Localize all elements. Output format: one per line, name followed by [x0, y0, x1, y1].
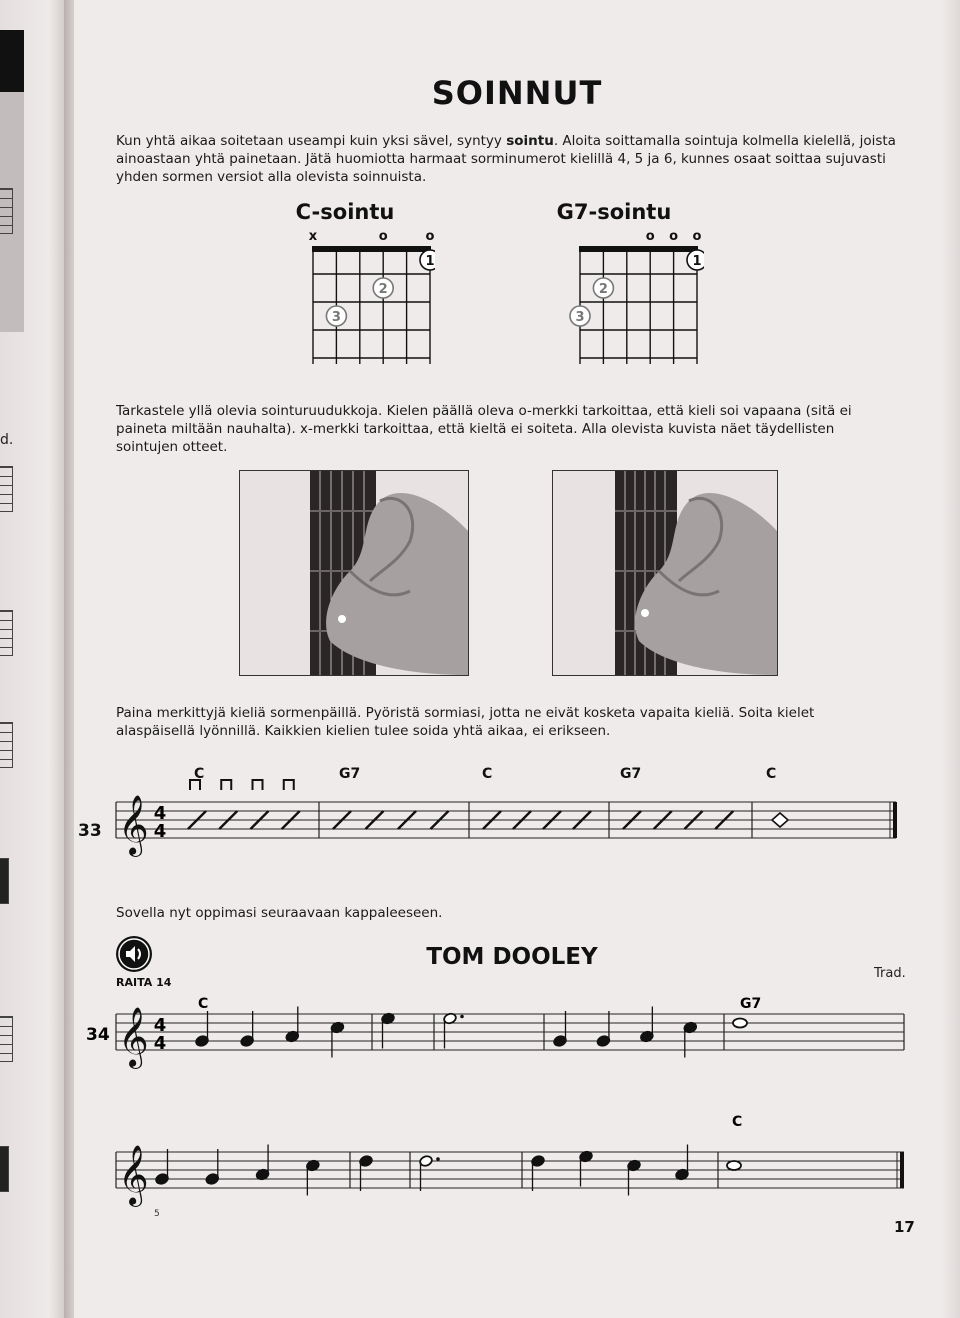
chord-label: C — [482, 766, 493, 782]
downstroke-mark — [284, 780, 294, 790]
chord-label: C — [198, 996, 209, 1012]
string-mark: o — [425, 229, 435, 244]
left-page-chord-fragment — [0, 188, 13, 234]
string-mark: o — [692, 229, 702, 244]
song-line-2 — [74, 1106, 954, 1228]
page-title: SOINNUT — [431, 74, 603, 112]
note-head — [733, 1019, 747, 1028]
technique-paragraph: Paina merkittyjä kieliä sormenpäillä. Pyöristä sormiasi, jotta ne eivät kosketa vapaita kieliä. Soita kielet alaspäisellä lyönnillä. Kaikkien kielien tulee soida yhtä aikaa, ei erikseen. — [116, 705, 815, 739]
left-page-tab — [0, 30, 24, 92]
music-staff — [74, 980, 954, 1090]
time-signature-top: 4 — [153, 803, 167, 824]
string-mark: o — [669, 229, 679, 244]
song-line-1 — [74, 980, 954, 1094]
chord-label: C — [732, 1114, 743, 1130]
chord-grid — [524, 224, 704, 374]
time-signature-top: 4 — [153, 1015, 167, 1036]
left-page-chord-fragment — [0, 1016, 13, 1062]
chord-nut — [312, 246, 431, 252]
note-head — [727, 1161, 741, 1170]
g7-chord-photo — [552, 470, 778, 676]
chord-explanation-paragraph: Tarkastele yllä olevia sointuruudukkoja. Kielen päällä oleva o-merkki tarkoittaa, että kieli soi vapaana (sitä ei paineta miltään nauhalta). x-merkki tarkoittaa, että kieltä ei soiteta. Alla olevista kuvista näet täydellisten sointujen otteet. — [116, 403, 852, 455]
treble-clef: 𝄞 — [118, 1145, 149, 1205]
apply-paragraph: Sovella nyt oppimasi seuraavaan kappaleeseen. — [116, 905, 443, 921]
chord-grid — [255, 224, 435, 374]
track-label: RAITA 14 — [116, 976, 172, 989]
whole-slash — [772, 813, 788, 827]
exercise-number: 33 — [78, 821, 102, 841]
finger-number: 2 — [378, 282, 388, 297]
finger-number: 1 — [692, 254, 702, 269]
treble-clef: 𝄞 — [118, 795, 149, 855]
left-page-chord-fragment — [0, 610, 13, 656]
treble-clef: 𝄞 — [118, 1007, 149, 1067]
finger-number: 1 — [425, 254, 435, 269]
chord-name: G7-sointu — [556, 200, 672, 224]
measure-number: 5 — [154, 1209, 160, 1219]
chord-label: C — [766, 766, 777, 782]
final-barline-thick — [900, 1152, 904, 1188]
string-mark: o — [378, 229, 388, 244]
chord-name: C-sointu — [295, 200, 395, 224]
string-mark: o — [645, 229, 655, 244]
chord-label: G7 — [740, 996, 762, 1012]
downstroke-mark — [253, 780, 263, 790]
chord-nut — [579, 246, 698, 252]
finger-number: 3 — [331, 310, 341, 325]
time-signature-bottom: 4 — [153, 821, 167, 842]
left-page-chord-fragment — [0, 722, 13, 768]
c-chord-photo — [239, 470, 469, 676]
chord-diagram-c — [255, 200, 435, 374]
book-page — [74, 0, 960, 1318]
composer-credit: Trad. — [874, 966, 906, 981]
exercise-33 — [74, 760, 954, 884]
note-dot — [460, 1015, 464, 1019]
hand-on-fretboard-image — [553, 471, 777, 675]
chord-diagram-g7 — [524, 200, 704, 374]
music-staff — [74, 1106, 954, 1224]
final-barline-thick — [893, 802, 897, 838]
finger-number: 2 — [598, 282, 608, 297]
left-page — [0, 0, 70, 1318]
hand-on-fretboard-image — [240, 471, 468, 675]
left-page-chord-fragment — [0, 858, 9, 904]
note-dot — [436, 1157, 440, 1161]
string-mark: x — [308, 229, 318, 244]
rhythm-staff — [74, 760, 954, 880]
chord-label: C — [194, 766, 205, 782]
song-title: TOM DOOLEY — [426, 944, 598, 970]
intro-bold-term: sointu — [506, 133, 554, 149]
left-page-chord-fragment — [0, 1146, 9, 1192]
downstroke-mark — [221, 780, 231, 790]
chord-label: G7 — [620, 766, 642, 782]
exercise-number: 34 — [86, 1025, 110, 1045]
left-page-text-fragment: d. — [0, 432, 14, 448]
finger-number: 3 — [575, 310, 585, 325]
page-number: 17 — [894, 1218, 915, 1236]
left-page-chord-fragment — [0, 466, 13, 512]
intro-paragraph: Kun yhtä aikaa soitetaan useampi kuin yksi sävel, syntyy sointu. Aloita soittamalla sointuja kolmella kielellä, joista ainoastaan yhtä painetaan. Jätä huomiotta harmaat sorminumerot kielillä 4, 5 ja 6, kunnes osaat soittaa sujuvasti yhden sormen versiot alla olevista soinnuista. — [116, 133, 896, 185]
time-signature-bottom: 4 — [153, 1033, 167, 1054]
chord-label: G7 — [339, 766, 361, 782]
